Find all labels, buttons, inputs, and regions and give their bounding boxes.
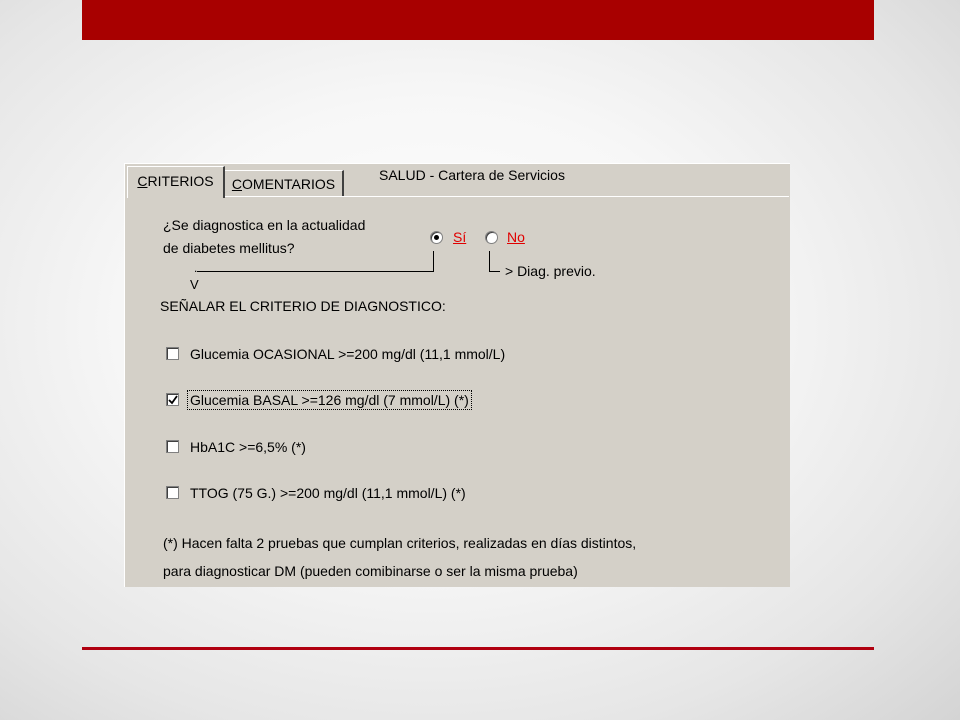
- footnote: [163, 529, 636, 585]
- criteria-dialog: [124, 163, 790, 587]
- section-title: SEÑALAR EL CRITERIO DE DIAGNOSTICO:: [160, 298, 446, 314]
- checkbox[interactable]: [166, 347, 179, 360]
- criterion-label[interactable]: Glucemia BASAL >=126 mg/dl (7 mmol/L) (*): [190, 392, 469, 408]
- connector-dot: .: [194, 261, 198, 275]
- footnote-line-1: (*) Hacen falta 2 pruebas que cumplan criterios, realizadas en días distintos,: [163, 535, 637, 551]
- radio-no-label[interactable]: No: [507, 229, 525, 245]
- tab-comentarios[interactable]: [224, 170, 344, 197]
- tab-comentarios-mnemonic: C: [231, 176, 243, 192]
- question-line-2: de diabetes mellitus?: [163, 240, 295, 256]
- slide-header-bar: [82, 0, 874, 40]
- checkbox[interactable]: [166, 440, 179, 453]
- tab-criterios[interactable]: [127, 166, 225, 198]
- connector-line-vertical: [433, 251, 434, 272]
- slide-footer-line: [82, 647, 874, 650]
- radio-no[interactable]: [485, 231, 498, 244]
- criterion-label[interactable]: TTOG (75 G.) >=200 mg/dl (11,1 mmol/L) (*): [190, 485, 466, 501]
- criterion-label[interactable]: HbA1C >=6,5% (*): [190, 439, 306, 455]
- tab-strip: [125, 164, 789, 198]
- checkbox[interactable]: [166, 486, 179, 499]
- footnote-line-2: para diagnosticar DM (pueden comibinarse o ser la misma prueba): [163, 563, 578, 579]
- checkbox-checked[interactable]: [166, 393, 179, 406]
- window-title: SALUD - Cartera de Servicios: [379, 167, 565, 183]
- diagnosis-question: [163, 214, 365, 260]
- arrow-down-label: V: [190, 277, 199, 292]
- radio-si-label[interactable]: Sí: [453, 229, 467, 245]
- question-line-1: ¿Se diagnostica en la actualidad: [163, 217, 366, 233]
- tab-criterios-mnemonic: C: [137, 173, 148, 189]
- no-branch-bracket: [489, 251, 500, 272]
- checkmark-icon: [168, 395, 178, 405]
- tab-comentarios-label: OMENTARIOS: [242, 176, 336, 192]
- connector-line-horizontal: [197, 271, 434, 272]
- criterion-label[interactable]: Glucemia OCASIONAL >=200 mg/dl (11,1 mmol/L): [190, 346, 506, 362]
- tab-criterios-label: RITERIOS: [147, 173, 214, 189]
- radio-selected-dot: [434, 235, 439, 240]
- diag-previo-label: > Diag. previo.: [505, 263, 596, 279]
- radio-si[interactable]: [430, 231, 443, 244]
